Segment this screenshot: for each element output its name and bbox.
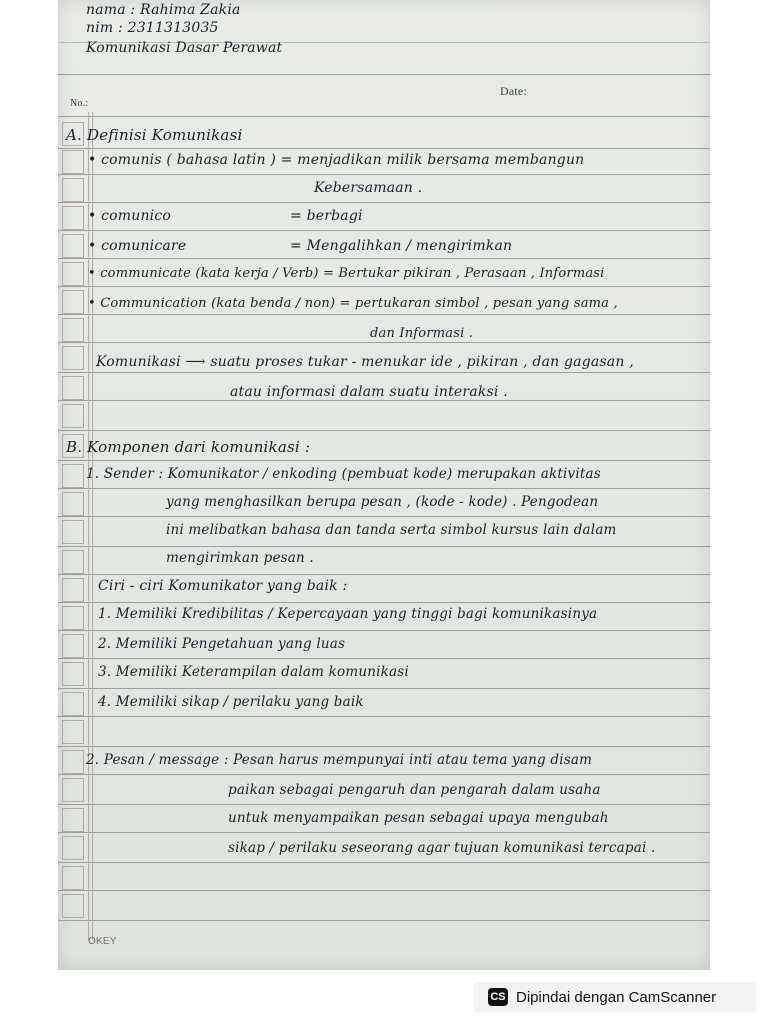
section-b-title: B. Komponen dari komunikasi : <box>66 438 311 456</box>
definition-meaning: = Mengalihkan / mengirimkan <box>290 238 513 254</box>
ciri-item: 4. Memiliki sikap / perilaku yang baik <box>98 694 364 710</box>
rule <box>58 546 710 547</box>
rule <box>58 430 710 431</box>
pesan-text: 2. Pesan / message : Pesan harus mempunyai inti atau tema yang disam <box>86 752 593 768</box>
margin-box <box>62 778 84 802</box>
rule <box>58 890 710 891</box>
margin-box <box>62 866 84 890</box>
margin-box <box>62 836 84 860</box>
margin-box <box>62 318 84 342</box>
ciri-item: 2. Memiliki Pengetahuan yang luas <box>98 636 346 652</box>
margin-box <box>62 520 84 544</box>
sender-text: yang menghasilkan berupa pesan , (kode - kode) . Pengodean <box>166 494 599 510</box>
margin-box <box>62 692 84 716</box>
camscanner-watermark <box>474 982 756 1012</box>
margin-box <box>62 662 84 686</box>
rule <box>58 832 710 833</box>
notebook-brand: OKEY <box>88 936 117 947</box>
rule <box>58 602 710 603</box>
rule <box>58 516 710 517</box>
pesan-text: untuk menyampaikan pesan sebagai upaya mengubah <box>228 810 609 826</box>
rule <box>58 314 710 315</box>
rule <box>58 258 710 259</box>
rule <box>58 862 710 863</box>
margin-box <box>62 206 84 230</box>
margin-box <box>62 634 84 658</box>
margin-box <box>62 750 84 774</box>
rule <box>58 746 710 747</box>
rule <box>58 372 710 373</box>
rule <box>58 342 710 343</box>
rule <box>58 574 710 575</box>
definition-line: • Communication (kata benda / non) = pertukaran simbol , pesan yang sama , <box>88 296 618 311</box>
ciri-item: 3. Memiliki Keterampilan dalam komunikasi <box>98 664 409 680</box>
definition-term: • comunicare <box>88 238 187 254</box>
rule <box>58 400 710 401</box>
rule <box>58 920 710 921</box>
margin-box <box>62 550 84 574</box>
camscanner-text: Dipindai dengan CamScanner <box>516 988 717 1006</box>
sender-text: ini melibatkan bahasa dan tanda serta simbol kursus lain dalam <box>166 522 617 538</box>
definition-line: • communicate (kata kerja / Verb) = Bertukar pikiran , Perasaan , Informasi <box>88 266 605 281</box>
sender-text: mengirimkan pesan . <box>166 550 314 566</box>
header-rule-2 <box>58 74 710 75</box>
rule <box>58 148 710 149</box>
margin-box <box>62 376 84 400</box>
margin-box <box>62 290 84 314</box>
margin-box <box>62 578 84 602</box>
definition-line: • comunis ( bahasa latin ) = menjadikan milik bersama membangun <box>88 152 585 168</box>
sender-text: 1. Sender : Komunikator / enkoding (pembuat kode) merupakan aktivitas <box>86 466 601 482</box>
margin-box <box>62 894 84 918</box>
margin-box <box>62 606 84 630</box>
margin-box <box>62 178 84 202</box>
margin-box <box>62 808 84 832</box>
definition-meaning: = berbagi <box>290 208 363 224</box>
section-a-title: A. Definisi Komunikasi <box>66 126 243 144</box>
rule <box>58 716 710 717</box>
margin-line <box>88 112 89 940</box>
rule <box>58 174 710 175</box>
margin-box <box>62 404 84 428</box>
notebook-page <box>58 0 710 970</box>
margin-box <box>62 464 84 488</box>
margin-box <box>62 150 84 174</box>
rule <box>58 630 710 631</box>
no-label: No.: <box>70 98 89 109</box>
margin-box <box>62 492 84 516</box>
margin-box <box>62 346 84 370</box>
pesan-text: paikan sebagai pengaruh dan pengarah dalam usaha <box>228 782 601 798</box>
rule <box>58 116 710 117</box>
rule <box>58 658 710 659</box>
rule <box>58 286 710 287</box>
rule <box>58 202 710 203</box>
student-name: nama : Rahima Zakia <box>86 2 241 18</box>
margin-line <box>92 112 93 940</box>
date-label: Date: <box>500 84 527 98</box>
definition-line: dan Informasi . <box>370 326 474 341</box>
rule <box>58 688 710 689</box>
ciri-heading: Ciri - ciri Komunikator yang baik : <box>98 578 348 594</box>
margin-box <box>62 234 84 258</box>
definition-line: Kebersamaan . <box>314 180 423 196</box>
definition-term: • comunico <box>88 208 172 224</box>
komunikasi-definition: atau informasi dalam suatu interaksi . <box>230 384 508 400</box>
rule <box>58 804 710 805</box>
camscanner-icon: CS <box>488 988 508 1006</box>
ciri-item: 1. Memiliki Kredibilitas / Kepercayaan yang tinggi bagi komunikasinya <box>98 606 598 622</box>
margin-box <box>62 262 84 286</box>
rule <box>58 460 710 461</box>
komunikasi-definition: Komunikasi ⟶ suatu proses tukar - menukar ide , pikiran , dan gagasan , <box>96 354 634 370</box>
rule <box>58 230 710 231</box>
course-title: Komunikasi Dasar Perawat <box>86 40 283 56</box>
pesan-text: sikap / perilaku seseorang agar tujuan komunikasi tercapai . <box>228 840 656 856</box>
rule <box>58 488 710 489</box>
rule <box>58 774 710 775</box>
margin-box <box>62 720 84 744</box>
student-nim: nim : 2311313035 <box>86 20 219 36</box>
